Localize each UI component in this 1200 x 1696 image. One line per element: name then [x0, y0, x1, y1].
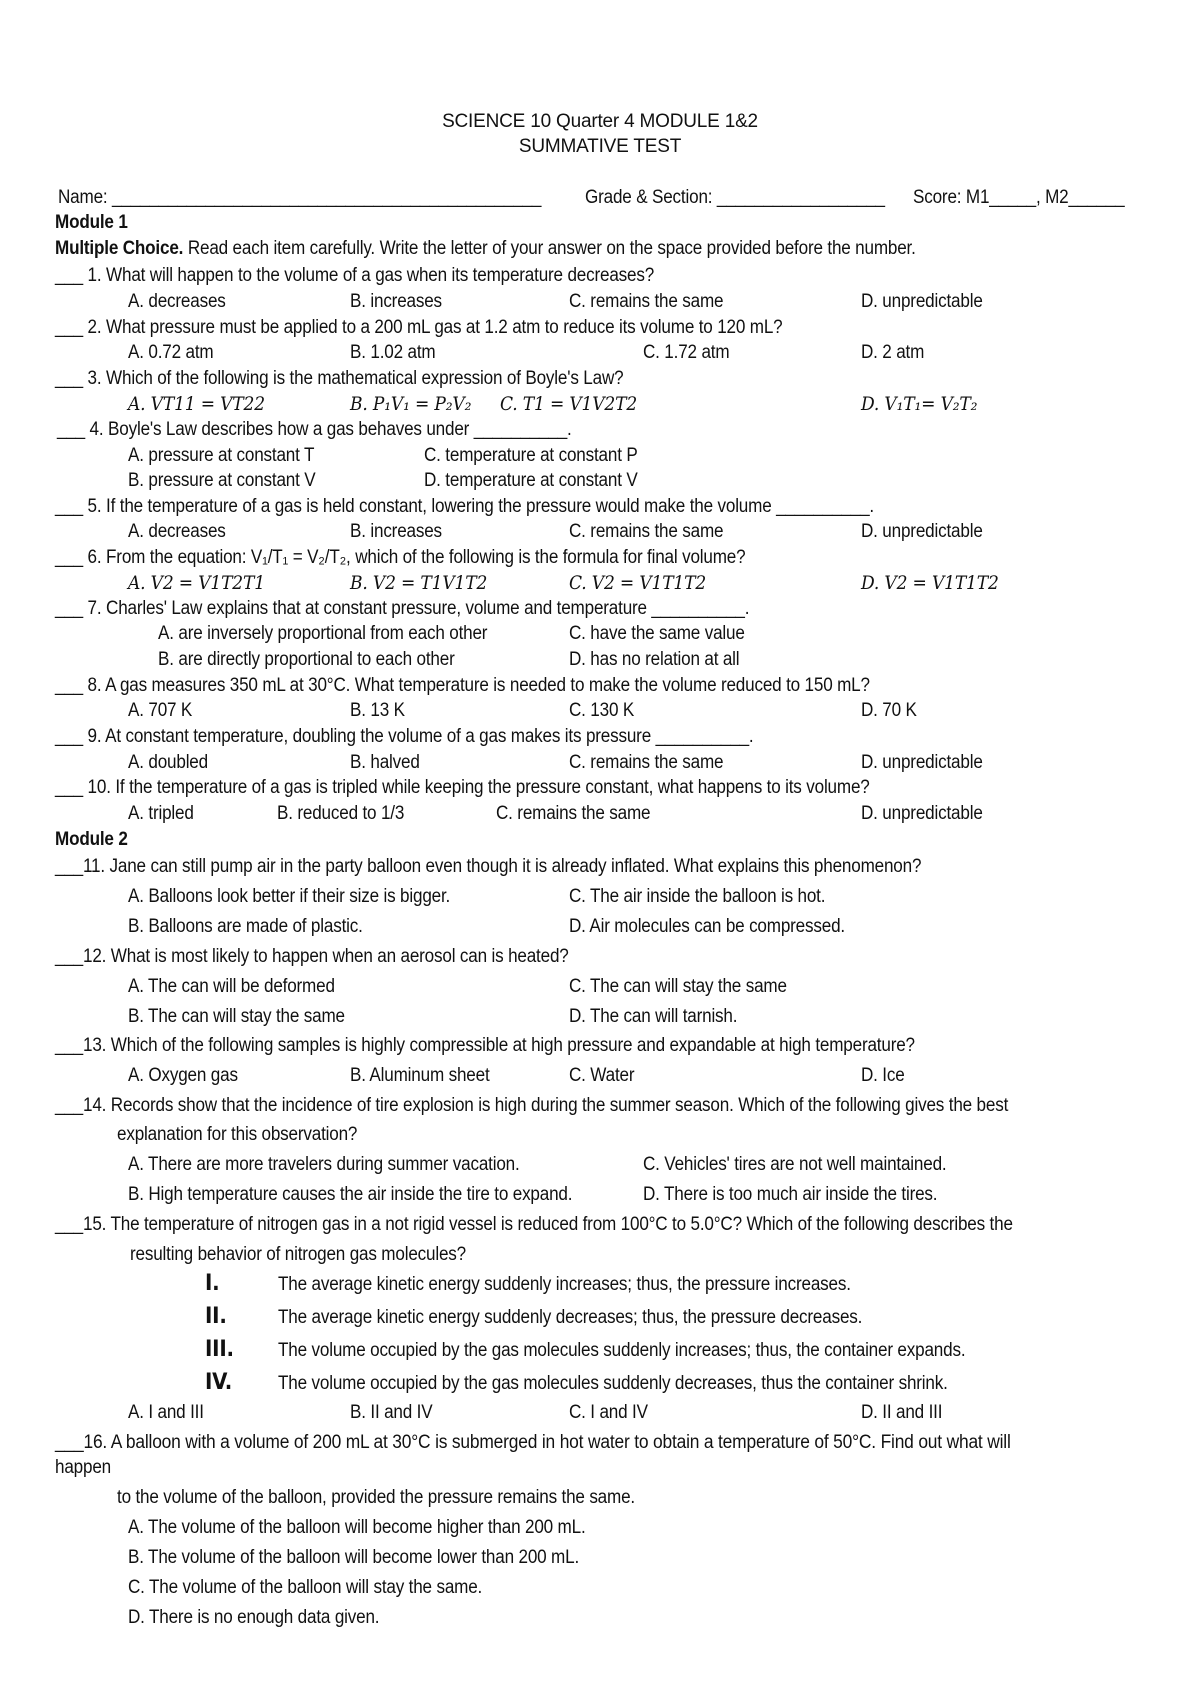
statement-2-text: The average kinetic energy suddenly decreases; thus, the pressure decreases. — [278, 1307, 863, 1328]
q13-choice-c: C. Water — [569, 1065, 635, 1086]
q12-choice-c: C. The can will stay the same — [569, 976, 787, 997]
q8-choice-d: D. 70 K — [861, 700, 917, 721]
q11-choice-c: C. The air inside the balloon is hot. — [569, 886, 826, 907]
q9-choice-c: C. remains the same — [569, 752, 724, 773]
q7-choice-d: D. has no relation at all — [569, 649, 740, 670]
module-2-heading: Module 2 — [55, 829, 128, 850]
question-9: ___ 9. At constant temperature, doubling the volume of a gas makes its pressure __________. — [55, 726, 754, 747]
q2-choice-b: B. 1.02 atm — [350, 342, 436, 363]
q1-choice-c: C. remains the same — [569, 291, 724, 312]
q2-choice-c: C. 1.72 atm — [643, 342, 730, 363]
q7-choice-c: C. have the same value — [569, 623, 745, 644]
q15-choice-a: A. I and III — [128, 1402, 204, 1423]
q1-choice-a: A. decreases — [128, 291, 226, 312]
question-2: ___ 2. What pressure must be applied to a 200 mL gas at 1.2 atm to reduce its volume to 120 mL? — [55, 317, 783, 338]
q6-choice-d: D. V2 = V1T1T2 — [861, 572, 999, 594]
q4-choice-c: C. temperature at constant P — [424, 445, 638, 466]
statement-3-text: The volume occupied by the gas molecules suddenly increases; thus, the container expands. — [278, 1340, 966, 1361]
question-5: ___ 5. If the temperature of a gas is held constant, lowering the pressure would make the volume __________. — [55, 496, 874, 517]
statement-4-text: The volume occupied by the gas molecules suddenly decreases, thus the container shrink. — [278, 1373, 948, 1394]
q14-choice-c: C. Vehicles' tires are not well maintained. — [643, 1154, 947, 1175]
q1-choice-d: D. unpredictable — [861, 291, 983, 312]
instructions-label: Multiple Choice. — [55, 238, 184, 259]
q3-choice-d: D. V₁T₁= V₂T₂ — [861, 393, 978, 415]
q13-choice-a: A. Oxygen gas — [128, 1065, 238, 1086]
q3-choice-b: B. P₁V₁ = P₂V₂ — [350, 393, 472, 415]
q14-choice-a: A. There are more travelers during summer vacation. — [128, 1154, 520, 1175]
q5-choice-c: C. remains the same — [569, 521, 724, 542]
instructions — [55, 237, 916, 261]
q9-choice-b: B. halved — [350, 752, 420, 773]
q8-choice-c: C. 130 K — [569, 700, 635, 721]
q5-choice-a: A. decreases — [128, 521, 226, 542]
question-14: ___14. Records show that the incidence of tire explosion is high during the summer season. Which of the following gives the best — [55, 1095, 1009, 1116]
question-11: ___11. Jane can still pump air in the party balloon even though it is already inflated. What explains this phenomenon? — [55, 856, 922, 877]
q11-choice-d: D. Air molecules can be compressed. — [569, 916, 845, 937]
question-8: ___ 8. A gas measures 350 mL at 30°C. What temperature is needed to make the volume reduced to 150 mL? — [55, 675, 870, 696]
q14-choice-d: D. There is too much air inside the tires. — [643, 1184, 938, 1205]
statement-1-numeral: I. — [205, 1271, 220, 1296]
q2-choice-d: D. 2 atm — [861, 342, 925, 363]
page-subtitle: SUMMATIVE TEST — [518, 136, 682, 157]
q5-choice-d: D. unpredictable — [861, 521, 983, 542]
q4-choice-a: A. pressure at constant T — [128, 445, 315, 466]
q12-choice-a: A. The can will be deformed — [128, 976, 335, 997]
question-1: ___ 1. What will happen to the volume of a gas when its temperature decreases? — [55, 265, 655, 286]
question-16-wrap: happen — [55, 1457, 111, 1478]
q16-choice-d: D. There is no enough data given. — [128, 1607, 380, 1628]
q16-choice-c: C. The volume of the balloon will stay the same. — [128, 1577, 483, 1598]
question-7: ___ 7. Charles' Law explains that at constant pressure, volume and temperature __________. — [55, 598, 750, 619]
q14-choice-b: B. High temperature causes the air inside the tire to expand. — [128, 1184, 573, 1205]
q11-choice-b: B. Balloons are made of plastic. — [128, 916, 363, 937]
question-16-cont: to the volume of the balloon, provided the pressure remains the same. — [117, 1487, 635, 1508]
question-15-cont: resulting behavior of nitrogen gas molecules? — [130, 1244, 467, 1265]
q10-choice-a: A. tripled — [128, 803, 194, 824]
q9-choice-a: A. doubled — [128, 752, 208, 773]
q10-choice-c: C. remains the same — [496, 803, 651, 824]
q11-choice-a: A. Balloons look better if their size is bigger. — [128, 886, 451, 907]
q8-choice-a: A. 707 K — [128, 700, 193, 721]
q10-choice-b: B. reduced to 1/3 — [277, 803, 405, 824]
q16-choice-a: A. The volume of the balloon will become higher than 200 mL. — [128, 1517, 586, 1538]
question-6: ___ 6. From the equation: V₁/T₁ = V₂/T₂, which of the following is the formula for final volume? — [55, 547, 746, 568]
q6-choice-c: C. V2 = V1T1T2 — [569, 572, 707, 594]
statement-2-numeral: II. — [205, 1304, 227, 1329]
q3-choice-a: A. VT11 = VT22 — [128, 393, 265, 415]
question-12: ___12. What is most likely to happen when an aerosol can is heated? — [55, 946, 569, 967]
q7-choice-b: B. are directly proportional to each other — [158, 649, 455, 670]
q10-choice-d: D. unpredictable — [861, 803, 983, 824]
question-14-cont: explanation for this observation? — [117, 1124, 358, 1145]
statement-4-numeral: IV. — [205, 1370, 233, 1395]
q2-choice-a: A. 0.72 atm — [128, 342, 214, 363]
name-field: Name: ______________________________________________ — [58, 187, 542, 208]
statement-1-text: The average kinetic energy suddenly increases; thus, the pressure increases. — [278, 1274, 851, 1295]
q7-choice-a: A. are inversely proportional from each other — [158, 623, 488, 644]
q15-choice-b: B. II and IV — [350, 1402, 433, 1423]
q13-choice-b: B. Aluminum sheet — [350, 1065, 490, 1086]
score-field: Score: M1_____, M2______ — [913, 187, 1125, 208]
grade-section-field: Grade & Section: __________________ — [585, 187, 885, 208]
page-title: SCIENCE 10 Quarter 4 MODULE 1&2 — [442, 111, 758, 132]
question-15: ___15. The temperature of nitrogen gas in a not rigid vessel is reduced from 100°C to 5.0°C? Which of the following describes the — [55, 1214, 1013, 1235]
q15-choice-d: D. II and III — [861, 1402, 943, 1423]
q9-choice-d: D. unpredictable — [861, 752, 983, 773]
q6-choice-b: B. V2 = T1V1T2 — [350, 572, 488, 594]
q5-choice-b: B. increases — [350, 521, 442, 542]
q6-choice-a: A. V2 = V1T2T1 — [128, 572, 265, 594]
q4-choice-d: D. temperature at constant V — [424, 470, 638, 491]
q15-choice-c: C. I and IV — [569, 1402, 648, 1423]
statement-3-numeral: III. — [205, 1337, 234, 1362]
question-16: ___16. A balloon with a volume of 200 mL at 30°C is submerged in hot water to obtain a temperature of 50°C. Find out what will — [55, 1432, 1011, 1453]
q12-choice-d: D. The can will tarnish. — [569, 1006, 738, 1027]
q3-choice-c: C. T1 = V1V2T2 — [500, 393, 638, 415]
question-3: ___ 3. Which of the following is the mathematical expression of Boyle's Law? — [55, 368, 624, 389]
q13-choice-d: D. Ice — [861, 1065, 905, 1086]
instructions-text: Read each item carefully. Write the letter of your answer on the space provided before the number. — [187, 238, 916, 259]
module-1-heading: Module 1 — [55, 212, 128, 233]
question-4: ___ 4. Boyle's Law describes how a gas behaves under __________. — [57, 419, 572, 440]
q12-choice-b: B. The can will stay the same — [128, 1006, 345, 1027]
question-13: ___13. Which of the following samples is highly compressible at high pressure and expandable at high temperature? — [55, 1035, 915, 1056]
q16-choice-b: B. The volume of the balloon will become lower than 200 mL. — [128, 1547, 580, 1568]
q1-choice-b: B. increases — [350, 291, 442, 312]
q8-choice-b: B. 13 K — [350, 700, 405, 721]
question-10: ___ 10. If the temperature of a gas is tripled while keeping the pressure constant, what happens to its volume? — [55, 777, 870, 798]
q4-choice-b: B. pressure at constant V — [128, 470, 316, 491]
